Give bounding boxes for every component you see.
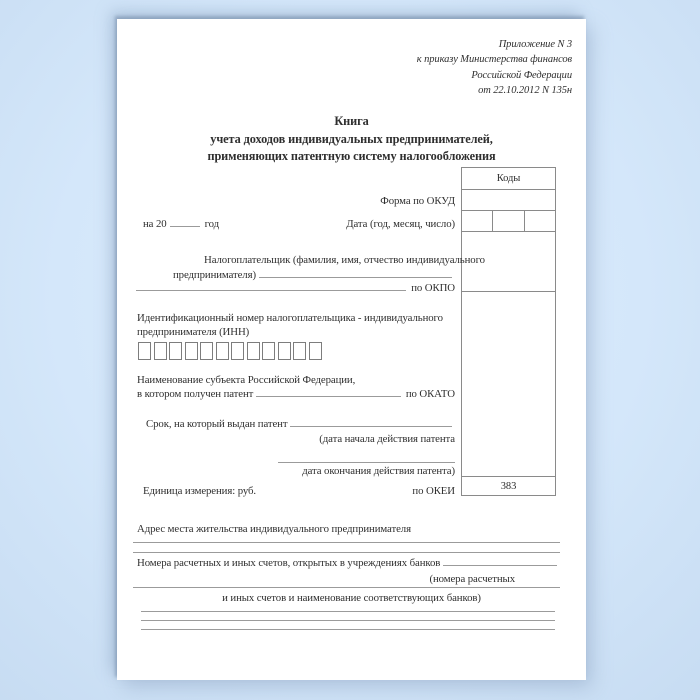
date-day-cell <box>524 210 556 232</box>
year-prefix: на 20 <box>143 218 167 231</box>
inn-box <box>216 342 229 360</box>
okud-code-cell <box>461 189 556 211</box>
taxpayer-label-line1: Налогоплательщик (фамилия, имя, отчество индивидуального <box>204 254 485 266</box>
okpo-blank-line <box>136 282 406 291</box>
inn-box <box>185 342 198 360</box>
region-label-line2: в котором получен патент <box>137 388 254 401</box>
okei-label: по ОКЕИ <box>412 485 455 497</box>
region-blank-line <box>256 388 401 397</box>
appendix-note-line: Российской Федерации <box>471 69 572 81</box>
inn-boxes <box>138 342 322 360</box>
address-label: Адрес места жительства индивидуального предпринимателя <box>137 523 411 535</box>
year-suffix: год <box>204 218 220 231</box>
okpo-field <box>133 282 455 294</box>
year-field <box>143 218 223 230</box>
inn-box <box>231 342 244 360</box>
region-field <box>137 388 455 400</box>
okato-label: по ОКАТО <box>405 388 455 401</box>
address-blank-line-2 <box>133 545 560 553</box>
accounts-blank-line-2 <box>133 580 560 588</box>
inn-box <box>293 342 306 360</box>
taxpayer-blank-line <box>259 269 452 278</box>
inn-box <box>309 342 322 360</box>
inn-box <box>169 342 182 360</box>
okud-label: Форма по ОКУД <box>380 195 455 207</box>
inn-box <box>247 342 260 360</box>
okei-code-cell: 383 <box>461 476 556 496</box>
inn-box <box>154 342 167 360</box>
appendix-note-line: к приказу Министерства финансов <box>416 54 572 66</box>
okato-code-cell <box>461 291 556 477</box>
okpo-label: по ОКПО <box>411 282 455 295</box>
unit-label: Единица измерения: руб. <box>143 485 257 497</box>
inn-box <box>278 342 291 360</box>
region-label-line1: Наименование субъекта Российской Федерации, <box>137 374 356 386</box>
inn-box <box>200 342 213 360</box>
accounts-field <box>137 557 560 569</box>
bottom-blank-line-3 <box>141 622 555 630</box>
appendix-note <box>417 37 572 98</box>
inn-label-line1: Идентификационный номер налогоплательщика - индивидуального <box>137 312 443 324</box>
date-year-cell <box>461 210 493 232</box>
bottom-blank-line-2 <box>141 613 555 621</box>
codes-header-cell: Коды <box>461 167 556 190</box>
patent-end-caption: дата окончания действия патента) <box>302 465 455 477</box>
title-line: Книга <box>334 114 369 128</box>
codes-table <box>461 167 556 496</box>
patent-term-field <box>146 418 455 430</box>
appendix-note-line: от 22.10.2012 N 135н <box>478 84 572 96</box>
taxpayer-label-line2: предпринимателя) <box>173 269 256 282</box>
date-label: Дата (год, месяц, число) <box>346 218 455 230</box>
inn-box <box>262 342 275 360</box>
accounts-blank-line <box>443 557 557 566</box>
accounts-label: Номера расчетных и иных счетов, открытых в учреждениях банков <box>137 557 441 570</box>
scanned-form-page <box>117 19 586 680</box>
patent-start-blank-line <box>290 418 452 427</box>
inn-box <box>138 342 151 360</box>
accounts-caption-line2: и иных счетов и наименование соответствующих банков) <box>222 592 481 604</box>
title-line: учета доходов индивидуальных предпринимателей, <box>210 131 493 146</box>
inn-label-line2: предпринимателя (ИНН) <box>137 326 250 338</box>
bottom-blank-line-1 <box>141 604 555 612</box>
accounts-caption-line1: (номера расчетных <box>429 573 515 585</box>
title-line: применяющих патентную систему налогообложения <box>207 149 496 163</box>
patent-term-label: Срок, на который выдан патент <box>146 418 288 431</box>
address-blank-line-1 <box>133 535 560 543</box>
date-code-row <box>461 210 556 232</box>
patent-end-blank-line <box>278 455 455 463</box>
appendix-note-line: Приложение N 3 <box>498 39 572 50</box>
year-blank-line <box>170 218 200 227</box>
patent-start-caption: (дата начала действия патента <box>319 433 455 445</box>
taxpayer-field <box>173 269 455 281</box>
date-month-cell <box>492 210 524 232</box>
document-title <box>117 113 586 166</box>
